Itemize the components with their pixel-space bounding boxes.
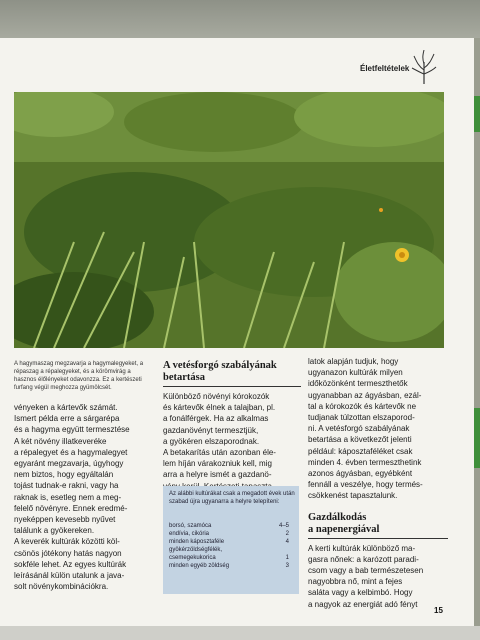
- col3-line: betartása a következőt jelenti: [308, 435, 412, 445]
- body-column-2: [163, 360, 301, 492]
- info-box-row: [169, 546, 289, 554]
- section2-line: nagyobbra nő, mint a fejes: [308, 577, 403, 587]
- section1-heading: [163, 360, 301, 384]
- row-label: csemegekukorica: [169, 555, 216, 561]
- col1-line: egyaránt megzavarja, úgyhogy: [14, 459, 124, 469]
- col3-line: ugyanabban az ágyásban, ezál-: [308, 390, 422, 400]
- col1-line: sokféle lehet. Az egyes kultúrák: [14, 559, 127, 569]
- section2-line: gasra nőnek: a karózott paradi-: [308, 554, 419, 564]
- row-label: minden káposztaféle: [169, 539, 225, 545]
- row-value: 2: [285, 531, 289, 537]
- body-column-1: [14, 402, 154, 592]
- running-head: Életfeltételek: [360, 64, 410, 73]
- col3-line: ni. A vetésforgó szabályának: [308, 424, 410, 434]
- section1-line: arra a helyre ismét a gazdanö-: [163, 470, 272, 480]
- chapter-tab-marker: [474, 96, 480, 132]
- photo-caption: A hagymaszag megzavarja a hagymalegyeket, a répaszag a répalegyeket, és a körömvirág a hasznos élőlényeket odavonzza. Ez a kertészeti furfang végül meghozza gyümölcsét.: [14, 361, 144, 391]
- row-label: gyökérzöldségfélék,: [169, 547, 223, 553]
- section2-line: a nagyok az energiát adó fényt: [308, 599, 418, 609]
- col1-line: vényeken a kártevők számát.: [14, 403, 118, 412]
- section2-heading-line2: a napenergiával: [308, 523, 380, 535]
- section1-line: Különböző növényi kórokozók: [163, 392, 270, 401]
- section1-line: gazdanövényt termesztjük,: [163, 425, 259, 435]
- row-label: endívia, cikória: [169, 531, 210, 537]
- col3-line: latok alapján tudjuk, hogy: [308, 357, 399, 366]
- herb-icon: [410, 50, 438, 84]
- col1-line: csönös jótékony hatás nagyon: [14, 548, 122, 558]
- section1-heading-line2: betartása: [163, 372, 205, 383]
- row-value: 3: [285, 563, 289, 569]
- info-box-table: [169, 522, 289, 570]
- row-value: 1: [285, 555, 289, 561]
- body-column-3: [308, 356, 448, 610]
- section1-line: a fonálférgek. Ha az alkalmas: [163, 414, 269, 424]
- info-box-intro: Az alábbi kultúrákat csak a megadott évek után szabad újra ugyanarra a helyre telepíteni:: [169, 491, 295, 505]
- col1-line: A két növény illatkeveréke: [14, 436, 107, 446]
- info-box-row: [169, 538, 289, 546]
- scan-bottom-edge: [0, 626, 480, 640]
- col1-line: találunk a gyökereken.: [14, 526, 95, 536]
- section2-line: csom vagy a bab természetesen: [308, 566, 424, 576]
- garden-photo-art: [14, 92, 444, 348]
- chapter-tab-marker-lower: [474, 408, 480, 468]
- section2-line: saláta vagy a kelbimbó. Hogy: [308, 588, 413, 598]
- col3-line: csökkenést tapasztalunk.: [308, 491, 398, 501]
- col1-line: A keverék kultúrák közötti köl-: [14, 537, 120, 547]
- col1-line: solt növénykombinációkra.: [14, 582, 109, 592]
- col3-line: minden 4. évben termeszthetink: [308, 457, 422, 467]
- col1-line: és a hagyma együtt termesztése: [14, 425, 130, 435]
- info-box-row: [169, 530, 289, 538]
- row-label: borsó, szamóca: [169, 523, 212, 529]
- section1-line: A betakarítás után azonban éle-: [163, 448, 276, 458]
- info-box-row: [169, 562, 289, 570]
- garden-photo: [14, 92, 444, 348]
- section2-line: A kerti kultúrák különböző ma-: [308, 543, 416, 553]
- row-label: minden egyéb zöldség: [169, 563, 230, 569]
- col3-line: tudjanak túlzottan elszaporod-: [308, 413, 415, 423]
- col1-line: nem biztos, hogy egyáltalán: [14, 470, 114, 480]
- col1-line: a répalegyet és a hagymalegyet: [14, 447, 128, 457]
- info-box-row: [169, 554, 289, 562]
- col3-line: ugyanazon kultúrák milyen: [308, 368, 403, 378]
- section1-line: és kártevők élnek a talajban, pl.: [163, 403, 276, 413]
- rotation-info-box: [163, 486, 299, 594]
- col3-line: időközönként termeszthetők: [308, 379, 408, 389]
- col1-line: leírásánál külön utalunk a java-: [14, 571, 125, 581]
- section2-heading: [308, 512, 448, 536]
- section2-heading-line1: Gazdálkodás: [308, 511, 367, 523]
- page-number: 15: [434, 606, 443, 615]
- col3-line: fennáll a veszélye, hogy termés-: [308, 480, 423, 490]
- section2-rule: [308, 538, 448, 539]
- section1-rule: [163, 386, 301, 387]
- col1-line: felelő növényre. Ennek eredmé-: [14, 503, 128, 513]
- col1-line: nyeképpen kevesebb nyűvet: [14, 515, 116, 525]
- col3-line: azonos ágyásban, egyébként: [308, 469, 413, 479]
- col1-line: raknak is, esetleg nem a meg-: [14, 492, 122, 502]
- row-value: 4–5: [278, 523, 289, 529]
- col3-line: például: káposztaféléket csak: [308, 446, 413, 456]
- col3-line: tal a kórokozók és kártevők ne: [308, 401, 417, 411]
- info-box-row: [169, 522, 289, 530]
- col1-line: tojást tudnak-e rakni, vagy ha: [14, 481, 119, 491]
- col1-line: Ismert példa erre a sárgarépa: [14, 414, 120, 424]
- section1-line: lem híján várakozniuk kell, mig: [163, 459, 272, 469]
- section1-line: a gyökéren elszaporodnak.: [163, 436, 260, 446]
- section1-heading-line1: A vetésforgó szabályának: [163, 360, 277, 371]
- row-value: 4: [285, 539, 289, 545]
- scan-background: [0, 0, 480, 38]
